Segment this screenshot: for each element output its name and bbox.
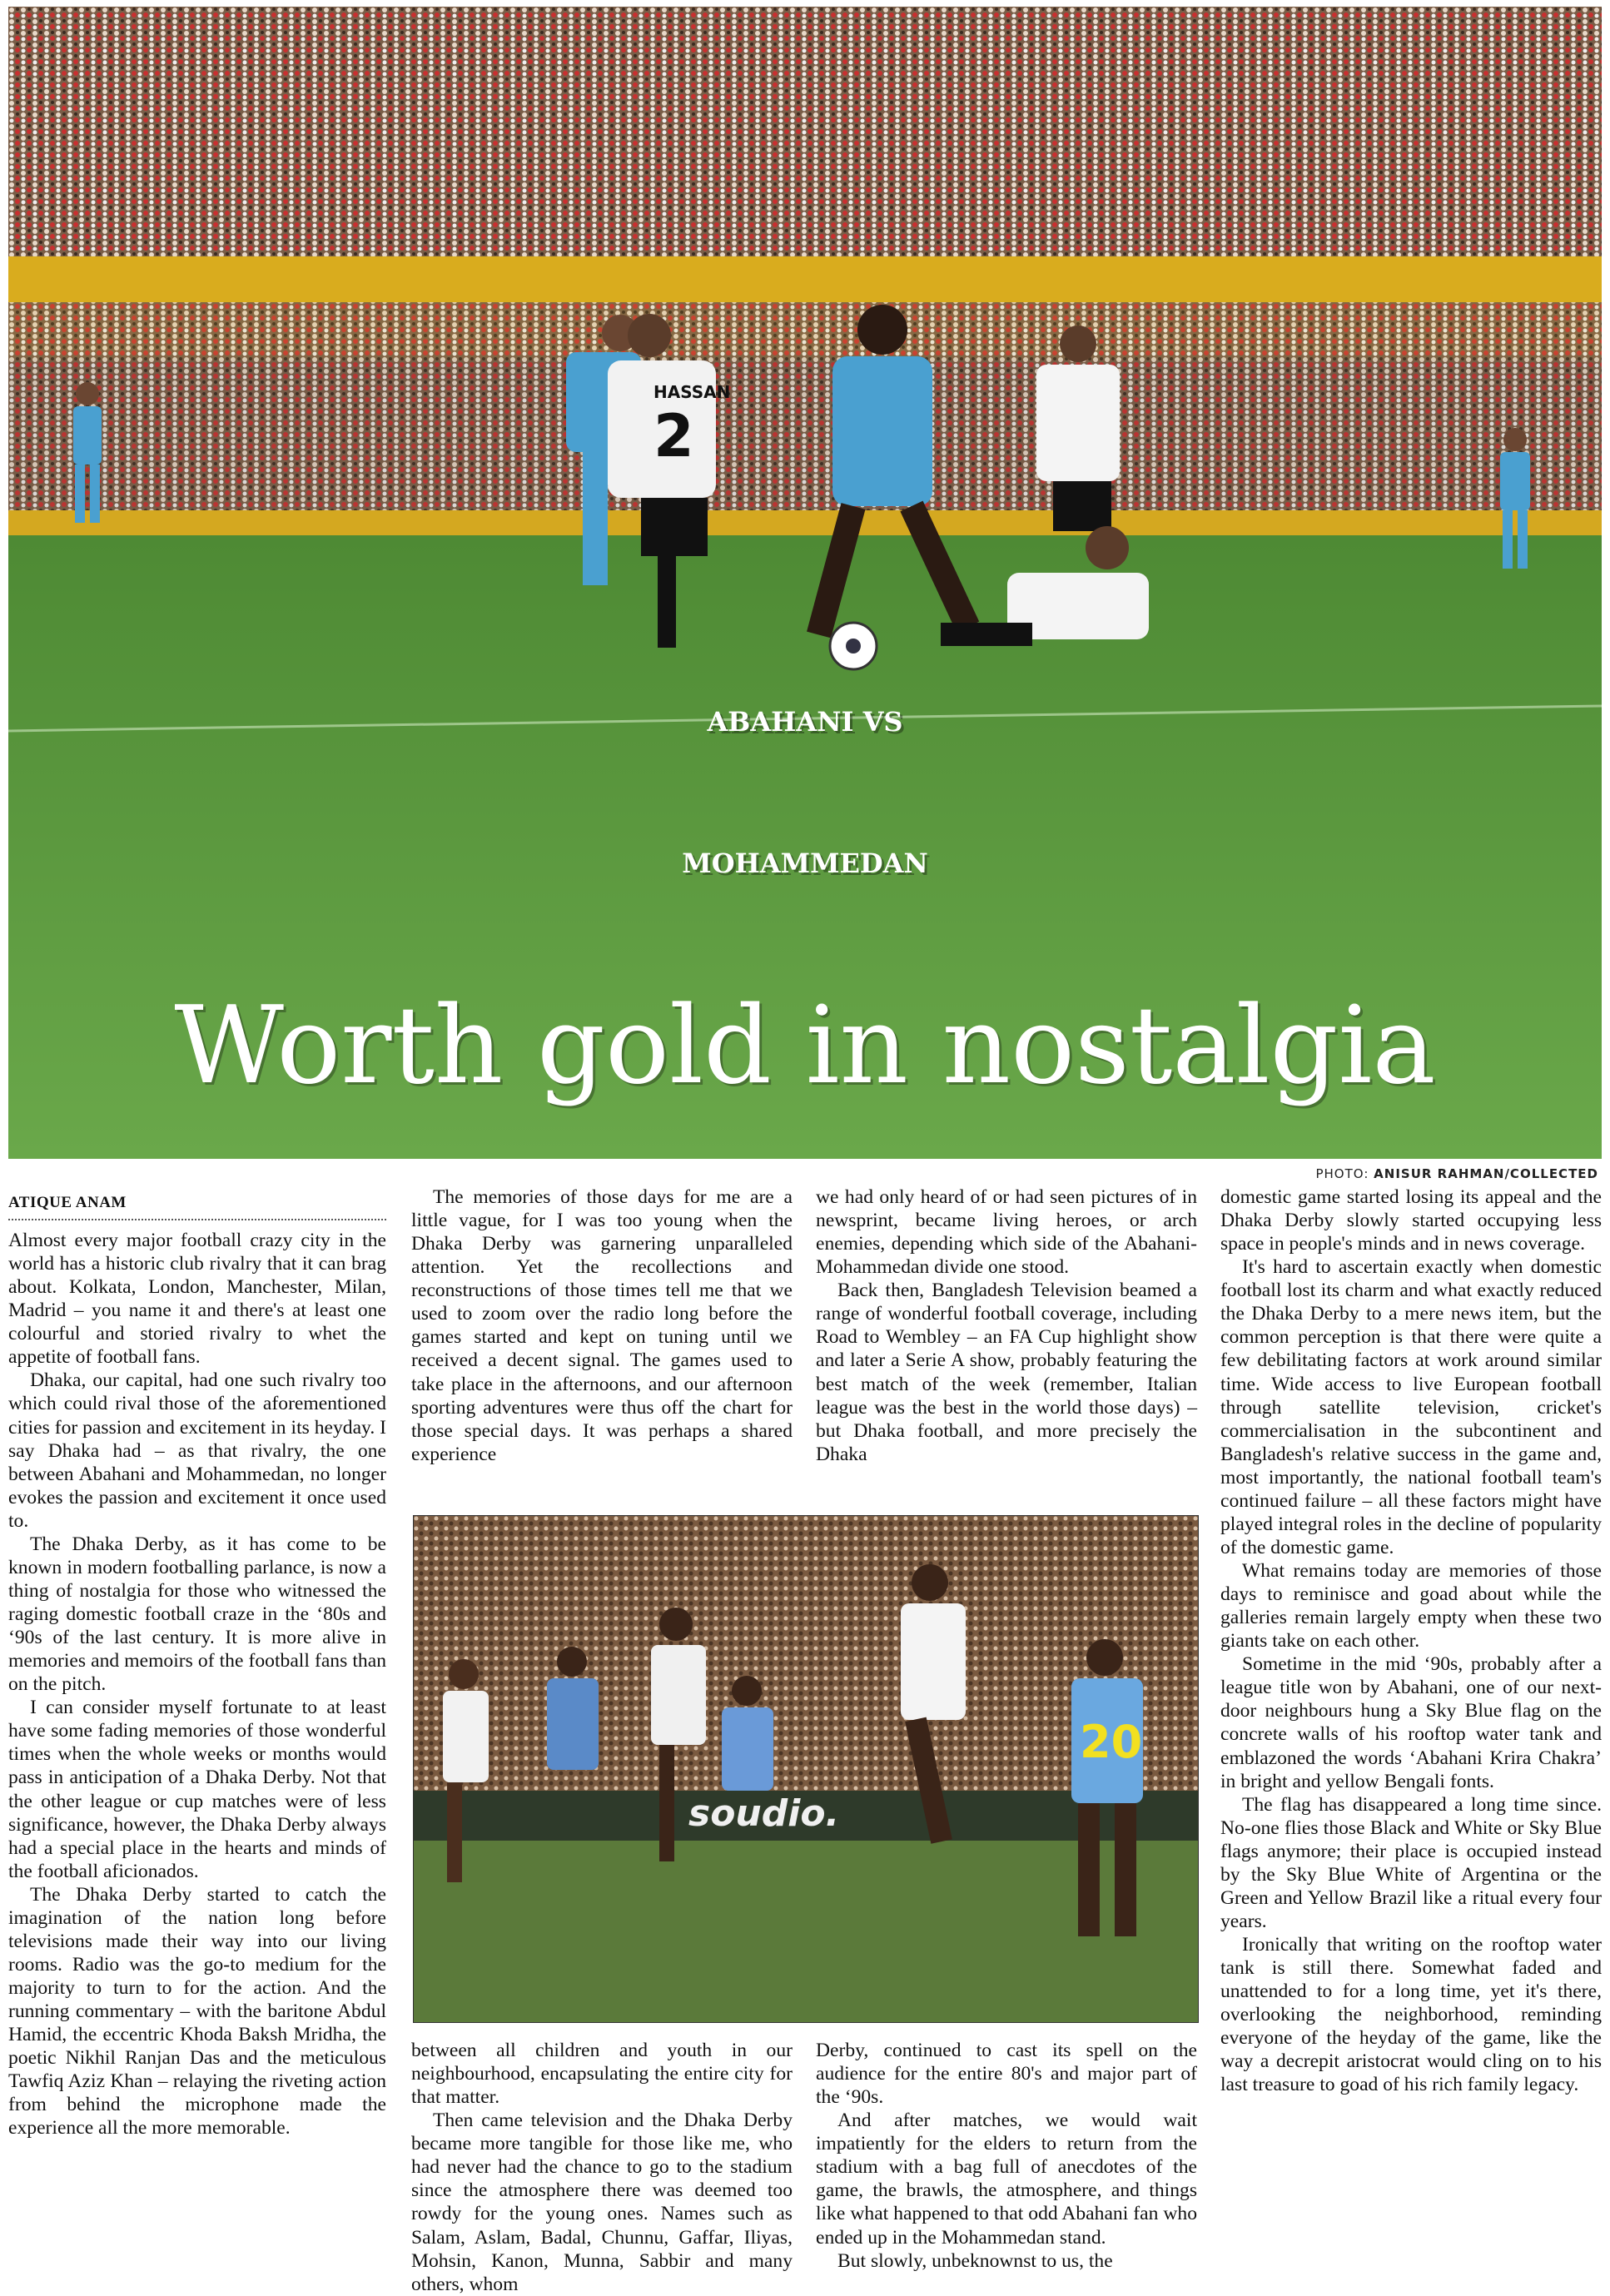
paragraph: And after matches, we would wait impatiently for the elders to return from the stadium with a bag full of anecdotes of the game, the brawls, the atmosphere, and things like what happened to that odd Abahani fan who ended up in the Mohammedan stand.: [816, 2110, 1197, 2249]
headline-subtitle: Worth gold in nostalgia: [174, 984, 1436, 1108]
archive-jersey-number: 20: [1080, 1716, 1143, 1768]
paragraph: The memories of those days for me are a little vague, for I was too young when the Dhaka Derby was garnering unparalleled attention. Yet the recollections and reconstructions of those times tell me that we used to zoom over the radio long before the games started and kept on tuning until we received a decent signal. The games used to take place in the afternoons, and our afternoon sporting adventures were thus off the chart for those special days. It was perhaps a shared experience: [411, 1186, 793, 1465]
paragraph: between all children and youth in our neighbourhood, encapsulating the entire city for that matter.: [411, 2040, 793, 2109]
lower-crowd: [8, 302, 1602, 519]
paragraph: The Dhaka Derby, as it has come to be known in modern footballing parlance, is now a thing of nostalgia for those who witnessed the raging domestic football craze in the ‘80s and ‘90s of the last century. It is more alive in memories and memoirs of the football fans than on the pitch.: [8, 1533, 386, 1696]
advert-board: [8, 510, 1602, 535]
paragraph: But slowly, unbeknownst to us, the: [837, 2249, 1113, 2272]
paragraph: domestic game started losing its appeal and the Dhaka Derby slowly started occupying less space in people's minds and in news coverage.: [1220, 1186, 1602, 1255]
paragraph: Dhaka, our capital, had one such rivalry too which could rival those of the aforementioned cities for passion and excitement in its heyday. I say Dhaka had – as that rivalry, the one between Abahani and Mohammedan, no longer evokes the passion and excitement it once used to.: [8, 1369, 386, 1532]
paragraph: What remains today are memories of those days to reminisce and goad about while the galleries remain largely empty when these two giants take on each other.: [1220, 1560, 1602, 1652]
article-column-1: [8, 1229, 386, 2224]
hero-photo: [8, 7, 1602, 1159]
banner-text: soudio.: [688, 1792, 840, 1835]
inset-archive-photo: [413, 1515, 1199, 2023]
article-column-2-bottom: [411, 2039, 793, 2295]
headline-line-1: ABAHANI VS: [707, 706, 903, 738]
photo-credit: [1315, 1166, 1598, 1181]
archive-match-scene: [414, 1516, 1198, 2022]
paragraph: Then came television and the Dhaka Derby became more tangible for those like me, who had never had the chance to go to the stadium since the atmosphere there was deemed too rowdy for the young ones. Names such as Salam, Aslam, Badal, Chunnu, Gaffar, Iliyas, Mohsin, Kanon, Munna, Sabbir and many others, whom: [411, 2110, 793, 2295]
article-column-4: [1220, 1185, 1602, 2224]
paragraph: The flag has disappeared a long time since. No-one flies those Black and White or Sky Blue flags anymore; their place is occupied instead by the Sky Blue White of Argentina or the Green and Yellow Brazil like a ritual every four years.: [1220, 1793, 1602, 1932]
article-column-2-top: [411, 1185, 793, 1493]
article-column-3-top: [816, 1185, 1197, 1493]
football: [830, 623, 877, 669]
photo-credit-label: PHOTO:: [1315, 1166, 1369, 1181]
paragraph: Sometime in the mid ‘90s, probably after a league title won by Abahani, one of our next-door neighbours hung a Sky Blue flag on the concrete walls of his rooftop water tank and emblazoned the words ‘Abahani Krira Chakra’ in bright and yellow Bengali fonts.: [1220, 1653, 1602, 1792]
paragraph: I can consider myself fortunate to at least have some fading memories of those wonderful times when the whole weeks or months would pass in anticipation of a Dhaka Derby. Not that the other league or cup matches were of less significance, however, the Dhaka Derby always had a special place in the hearts and minds of the football aficionados.: [8, 1697, 386, 1882]
headline-line-2: MOHAMMEDAN: [682, 847, 928, 879]
byline: ATIQUE ANAM: [8, 1194, 386, 1220]
paragraph: Derby, continued to cast its spell on the audience for the entire 80's and major part of the ‘90s.: [816, 2040, 1197, 2109]
paragraph: Almost every major football crazy city in the world has a historic club rivalry that it can brag about. Kolkata, London, Manchester, Milan, Madrid – you name it and there's at least one colourful and storied rivalry to whet the appetite of football fans.: [8, 1230, 386, 1369]
upper-crowd: [8, 7, 1602, 256]
paragraph: Ironically that writing on the rooftop water tank is still there. Somewhat faded and unattended to for a long time, yet it's there, overlooking the neighborhood, reminding everyone of the heyday of the game, like the way a decrepit aristocrat would cling on to his last treasure to goad of his rich family legacy.: [1220, 1934, 1602, 2096]
paragraph: The Dhaka Derby started to catch the imagination of the nation long before televisions made their way into our living rooms. Radio was the go-to medium for the majority to turn to for the action. And the running commentary – with the baritone Abdul Hamid, the eccentric Khoda Baksh Mridha, the poetic Nikhil Ranjan Das and the meticulous Tawfiq Aziz Khan – relaying the riveting action from behind the microphone made the experience all the more memorable.: [8, 1883, 386, 2139]
photo-credit-name: ANISUR RAHMAN/COLLECTED: [1374, 1166, 1598, 1181]
article-column-3-bottom: [816, 2039, 1197, 2272]
jersey-number: 2: [653, 402, 694, 470]
paragraph: Back then, Bangladesh Television beamed a range of wonderful football coverage, including Road to Wembley – an FA Cup highlight show and later a Serie A show, probably featuring the best match of the week (remember, Italian league was the best in the world those days) – but Dhaka football, and more precisely the Dhaka: [816, 1280, 1197, 1465]
paragraph: we had only heard of or had seen pictures of in newsprint, became living heroes, or arch enemies, depending which side of the Abahani-Mohammedan divide one stood.: [816, 1186, 1197, 1279]
stand-barrier: [8, 256, 1602, 302]
paragraph: It's hard to ascertain exactly when domestic football lost its charm and what exactly reduced the Dhaka Derby to a mere news item, but the common perception is that there were quite a few debilitating factors at work around similar time. Wide access to live European football through satellite television, cricket's commercialisation in the subcontinent and Bangladesh's relative success in the game and, most importantly, the national football team's continued failure – all these factors might have played integral roles in the decline of popularity of the domestic game.: [1220, 1256, 1602, 1558]
jersey-name: HASSAN: [653, 382, 731, 402]
